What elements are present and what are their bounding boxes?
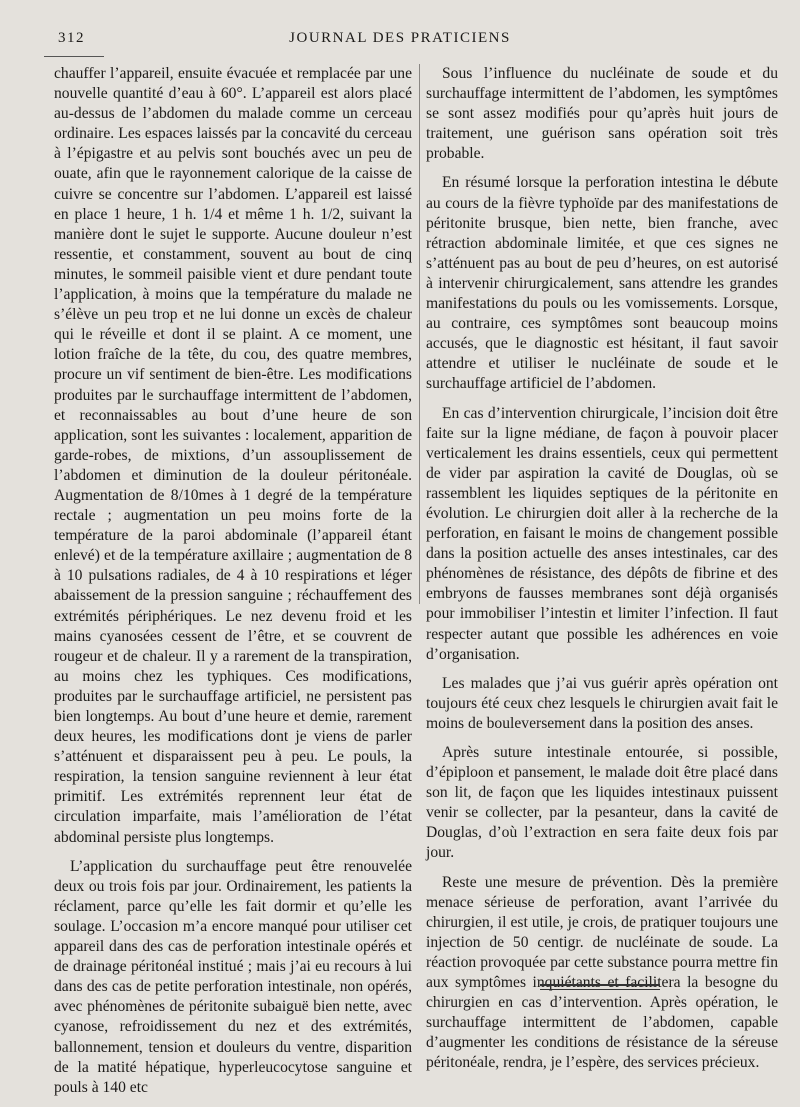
end-rule bbox=[540, 989, 660, 990]
paragraph: Sous l’influence du nucléinate de soude et du surchauffage intermittent de l’abdomen, les symptômes se sont assez modifiés pour qu’après huit jours de traitement, une guérison sans opération soit très probable. bbox=[426, 65, 778, 163]
paragraph: L’application du surchauffage peut être renouvelée deux ou trois fois par jour. Ordinairement, les patients la réclament, parce qu’elle les fait dormir et qu’elle les soulage. L’occasion m’a encore manqué pour utiliser cet appareil dans des cas de perforation intestinale opérés et de drainage péritonéal institué ; mais j’ai eu recours à lui dans des cas de petite perforation intestinale, non opérés, avec phénomènes de péritonite subaiguë bien nette, avec cyanose, refroidissement du nez et des extrémités, ballonnement, tension et douleurs du ventre, disparition de la matité hépatique, hyperleucocytose sanguine et pouls à 140 etc bbox=[54, 857, 412, 1096]
header-rule bbox=[44, 56, 104, 57]
page-header bbox=[0, 30, 800, 52]
end-rule bbox=[540, 984, 660, 986]
paragraph: Après suture intestinale entourée, si possible, d’épiploon et pansement, le malade doit être placé dans son lit, de façon que les liquides intestinaux puissent venir se collecter, par la pesanteur, dans la cavité de Douglas, d’où l’extraction en sera faite deux fois par jour. bbox=[426, 744, 778, 862]
paragraph: chauffer l’appareil, ensuite évacuée et remplacée par une nouvelle quantité d’eau à 60°. L’appareil est alors placé au-dessus de l’abdomen du malade comme un cerceau ordinaire. Les espaces laissés par la concavité du cerceau à l’épigastre et au pelvis sont bouchés avec un peu de ouate, afin que le rayonnement calorique de la caisse de cuivre se concentre sur l’abdomen. L’appareil est laissé en place 1 heure, 1 h. 1/4 et même 1 h. 1/2, suivant la manière dont le sujet le supporte. Aucune douleur n’est ressentie, et constamment, souvent au bout de cinq minutes, le sommeil paisible vient et dure pendant toute l’application, à moins que la température du malade ne s’élève un peu trop et ne lui donne un excès de chaleur qui le réveille et dont il se plaint. A ce moment, une lotion fraîche de la tête, du cou, des quatre membres, procure un vif sentiment de bien-être. Les modifications produites par le surchauffage intermittent de l’abdomen, et reconnaissables au bout d’une heure de son application, sont les suivantes : localement, apparition de garde-robes, de mixtions, d’un assouplissement de l’abdomen et diminution de la douleur péritonéale. Augmentation de 8/10mes à 1 degré de la température rectale ; augmentation un peu moins forte de la température de la paroi abdominale (l’appareil étant enlevé) et de la température axillaire ; augmentation de 8 à 10 pulsations radiales, de 4 à 10 respirations et léger abaissement de la pression sanguine ; réchauffement des extrémités périphériques. Le nez devenu froid et les mains cyanosées cessent de l’être, et se couvrent de rougeur et de chaleur. Il y a rarement de la transpiration, au moins chez les typhiques. Ces modifications, produites par le surchauffage artificiel, ne persistent pas bien longtemps. Au bout d’une heure et demie, rarement deux heures, les modifications dont je viens de parler s’atténuent et disparaissent peu à peu. Le pouls, la respiration, la tension sanguine reviennent à leur état primitif. Les extrémités reprennent leur état de circulation imparfaite, mais l’amélioration de l’état abdominal persiste plus longtemps. bbox=[54, 65, 412, 846]
paragraph: En cas d’intervention chirurgicale, l’incision doit être faite sur la ligne médiane, de façon à pouvoir placer verticalement les drains essentiels, ceux qui permettent de vider par aspiration la cavité de Douglas, où se rassemblent les liquides septiques de la péritonite en évolution. Le chirurgien doit aller à la recherche de la perforation, en faisant le moins de changement possible dans la position actuelle des anses intestinales, car des phénomènes de résistance, des dépôts de fibrine et des embryons de fausses membranes sont déjà organisés pour immobiliser l’intestin et limiter l’infection. Il faut respecter autant que possible les adhérences en voie d’organisation. bbox=[426, 404, 778, 663]
journal-title: JOURNAL DES PRATICIENS bbox=[289, 30, 511, 46]
paragraph: Reste une mesure de prévention. Dès la première menace sérieuse de perforation, avant l’arrivée du chirurgien, il est utile, je crois, de pratiquer toujours une injection de 50 centigr. de nucléinate de soude. La réaction provoquée par cette substance pourra mettre fin aux symptômes inquiétants et facilitera la besogne du chirurgien en cas d’intervention. Après opération, le surchauffage intermittent de l’abdomen, capable d’augmenter les conditions de résistance de la séreuse péritonéale, rendra, je l’espère, des services précieux. bbox=[426, 873, 778, 1072]
column-divider bbox=[419, 64, 420, 604]
paragraph: En résumé lorsque la perforation intestina le débute au cours de la fièvre typhoïde par des manifestations de péritonite brusque, bien nette, bien franche, avec rétraction abdominale limitée, et que ces signes ne s’atténuent pas au bout de peu d’heures, on est autorisé à intervenir chirurgicalement, sans attendre les grandes manifestations du pouls ou les vomissements. Lorsque, au contraire, ces symptômes sont beaucoup moins accusés, que le diagnostic est hésitant, il faut savoir attendre et utiliser le nucléinate de soude et le surchauffage artificiel de l’abdomen. bbox=[426, 174, 778, 393]
paragraph: Les malades que j’ai vus guérir après opération ont toujours été ceux chez lesquels le chirurgien avait fait le moins de bouleversement dans la position des anses. bbox=[426, 674, 778, 732]
right-column bbox=[426, 64, 778, 1083]
left-column bbox=[54, 64, 412, 1107]
page-number: 312 bbox=[58, 30, 85, 46]
